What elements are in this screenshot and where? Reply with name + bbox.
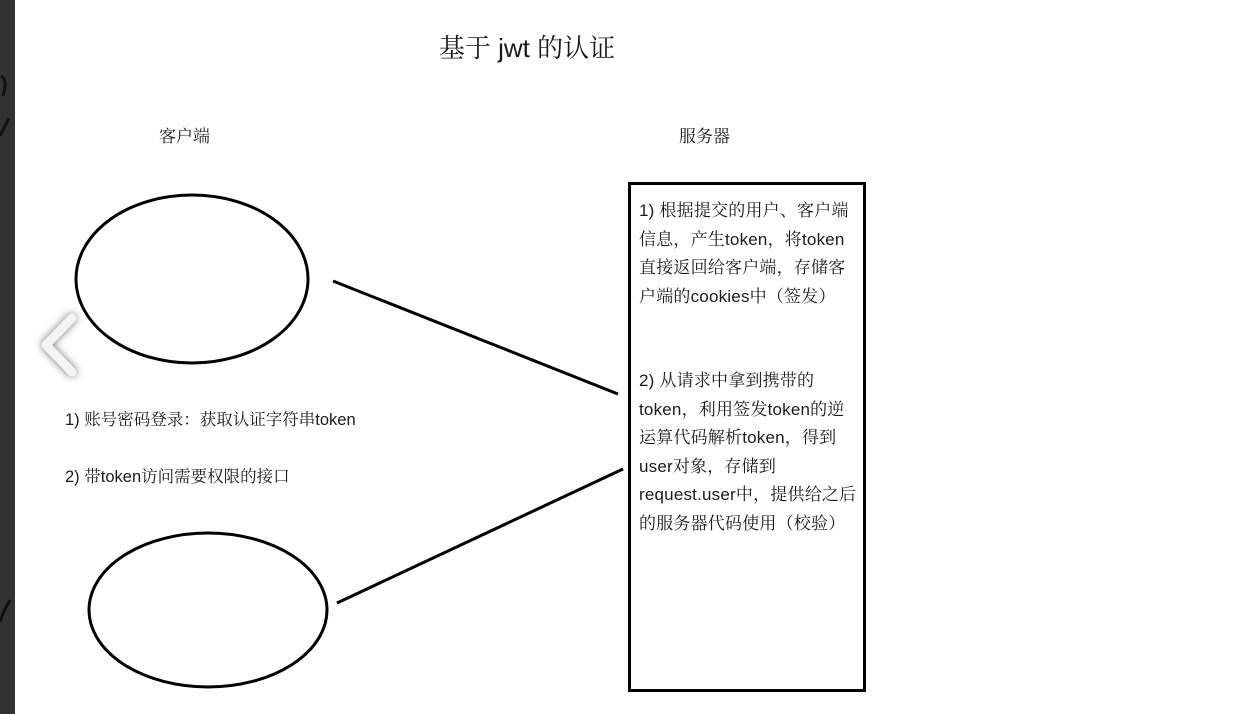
diagram-title: 基于 jwt 的认证 xyxy=(438,33,616,63)
server-label: 服务器 xyxy=(679,127,730,146)
server-step-sign: 1) 根据提交的用户、客户端信息，产生token，将token直接返回给客户端，存储客户端的cookies中（签发） xyxy=(639,201,849,306)
previous-image-edge-strip xyxy=(0,0,15,714)
server-steps-box xyxy=(628,182,866,692)
client-label: 客户端 xyxy=(159,127,210,146)
connector-request-to-server xyxy=(337,469,623,603)
client-ellipse-request xyxy=(89,533,327,687)
connector-login-to-server xyxy=(333,281,618,394)
client-note-token-access: 2) 带token访问需要权限的接口 xyxy=(65,468,290,486)
chevron-left-icon xyxy=(30,303,86,387)
client-note-login: 1) 账号密码登录：获取认证字符串token xyxy=(65,411,356,429)
previous-image-fragment-marks xyxy=(0,0,15,714)
previous-image-button[interactable] xyxy=(30,303,86,387)
server-step-verify: 2) 从请求中拿到携带的token，利用签发token的逆运算代码解析token，得到user对象，存储到request.user中，提供给之后的服务器代码使用（校验） xyxy=(639,371,857,533)
client-ellipse-login xyxy=(76,195,308,363)
